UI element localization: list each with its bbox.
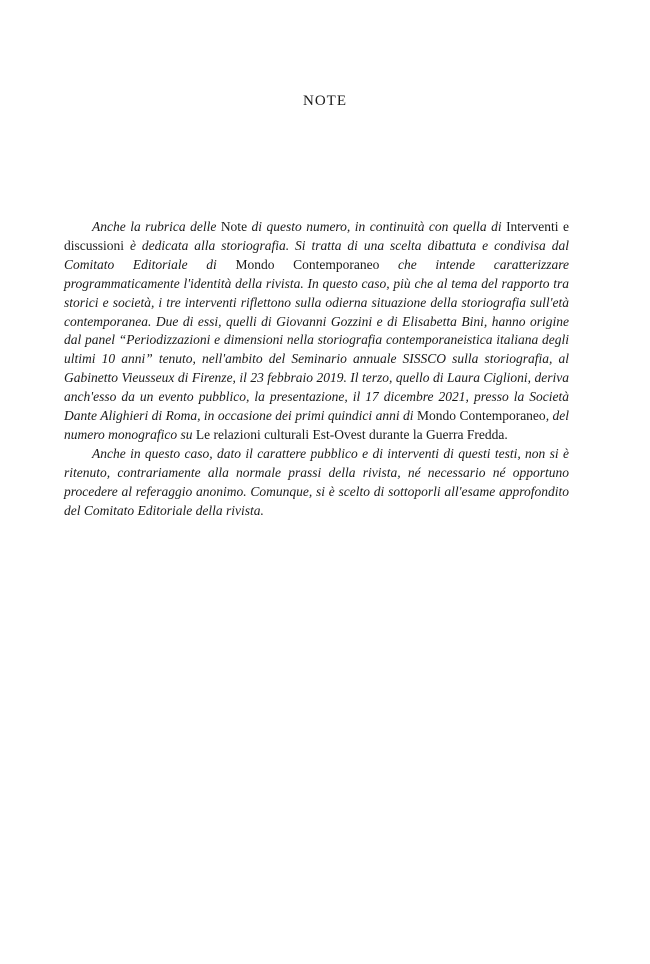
- text-segment: Interventi e discussioni: [64, 219, 569, 253]
- text-segment: , del numero monografico su: [64, 408, 570, 442]
- paragraph-review-note: [64, 445, 569, 521]
- page-title: NOTE: [303, 93, 347, 109]
- text-segment: Anche in questo caso, dato il carattere pubblico e di interventi di questi testi, non si è ritenuto, contrariamente alla normale prassi della rivista, né necessario né opportuno procedere al referaggio anonimo. Comunque, si è scelto di sottoporli all'esame approfondito del Comitato Editoriale della rivista.: [64, 445, 569, 518]
- notes-body: [64, 218, 569, 521]
- text-segment: è dedicata alla storiografia. Si tratta di una scelta dibattuta e condivisa dal Comitato Editoriale di: [64, 237, 569, 272]
- paragraph-intro: [64, 218, 569, 445]
- text-segment: Le relazioni culturali Est-Ovest durante la Guerra Fredda.: [195, 426, 508, 442]
- text-segment: Mondo Contemporaneo: [417, 408, 546, 424]
- text-segment: di questo numero, in continuità con quella di: [247, 219, 507, 234]
- text-segment: Note: [220, 219, 248, 234]
- text-segment: che intende caratterizzare programmaticamente l'identità della rivista. In questo caso, più che al tema del rapporto tra storici e società, i tre interventi riflettono sulla odierna situazione della storiografia sull'età contemporanea. Due di essi, quelli di Giovanni Gozzini e di Elisabetta Bini, hanno origine dal panel “Periodizzazioni e dimensioni nella storiografia contemporaneistica italiana degli ultimi 10 anni” tenuto, nell'ambito del Seminario annuale SISSCO sulla storiografia, al Gabinetto Vieusseux di Firenze, il 23 febbraio 2019. Il terzo, quello di Laura Ciglioni, deriva anch'esso da un evento pubblico, la presentazione, il 17 dicembre 2021, presso la Società Dante Alighieri di Roma, in occasione dei primi quindici anni di: [64, 256, 570, 424]
- text-segment: Anche la rubrica delle: [92, 219, 221, 234]
- text-segment: Mondo Contemporaneo: [235, 256, 380, 272]
